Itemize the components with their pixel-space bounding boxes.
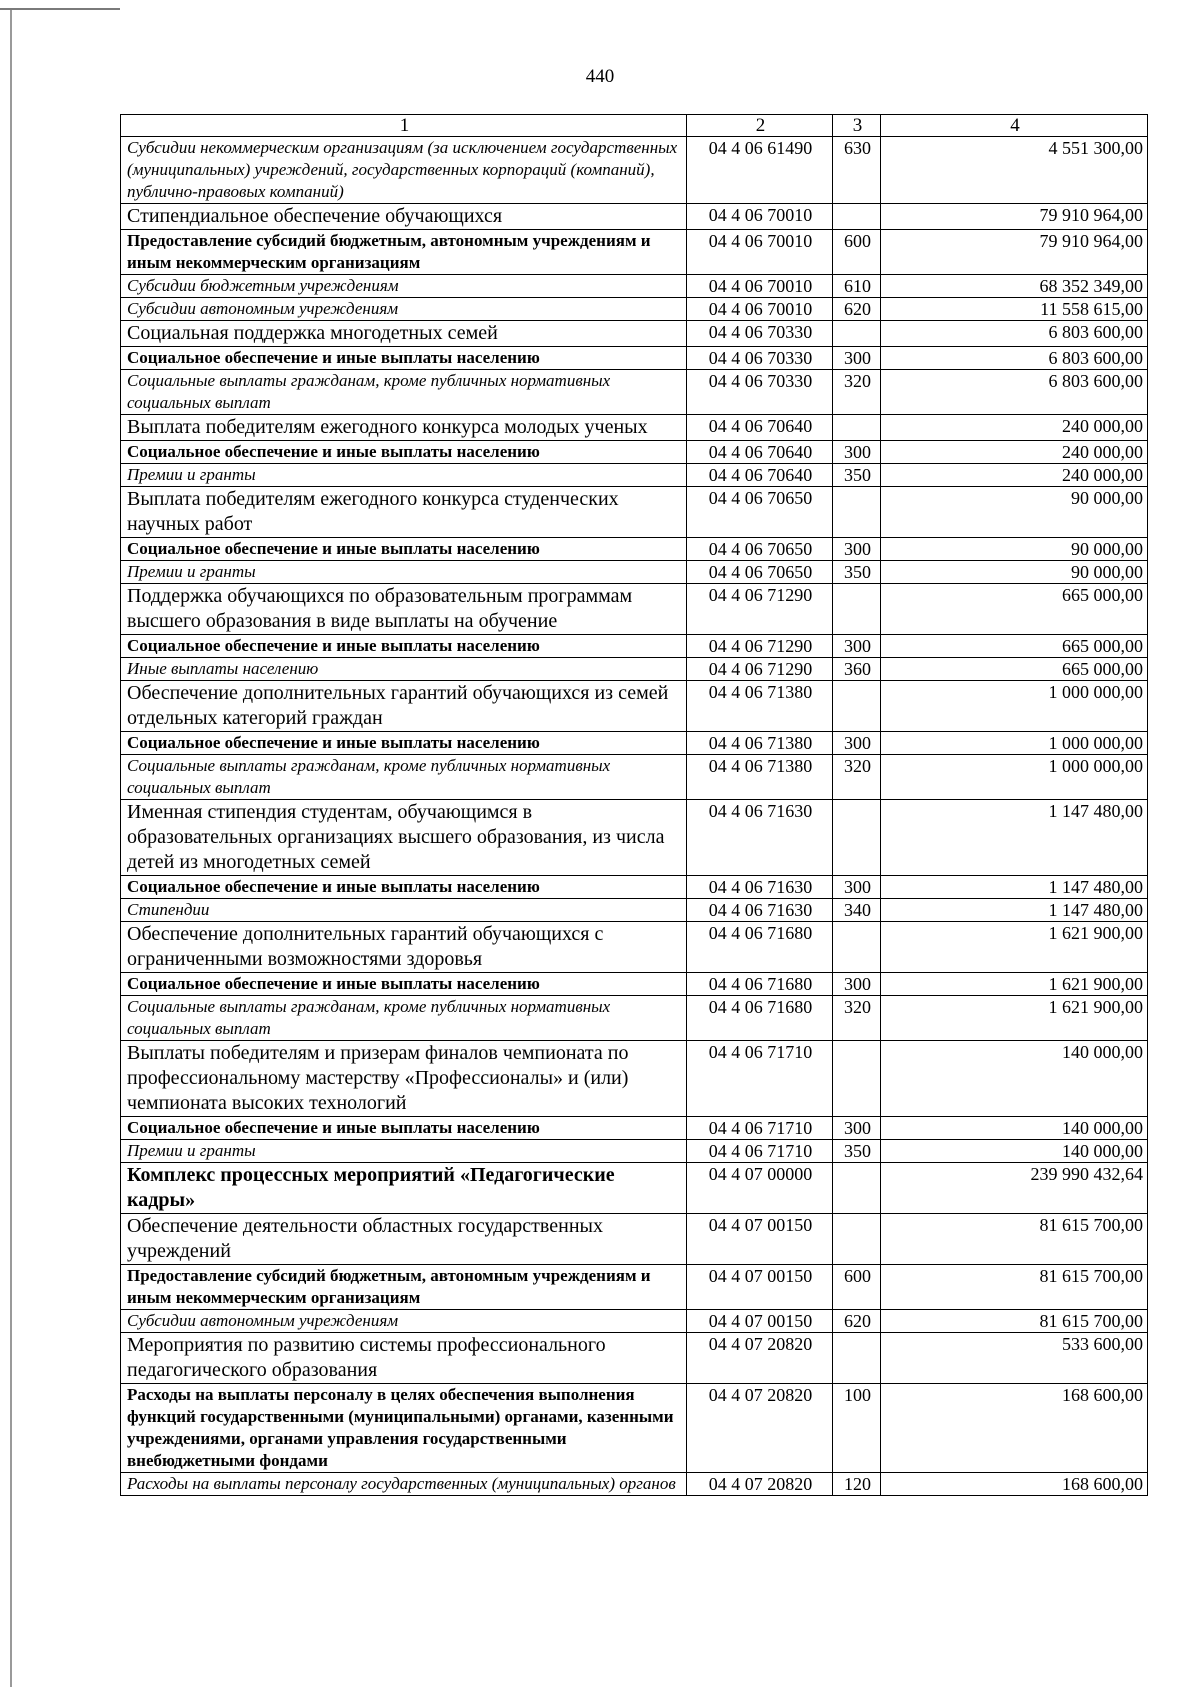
row-code-cell: 04 4 06 70010 — [687, 275, 833, 298]
row-amount-cell: 168 600,00 — [881, 1384, 1148, 1473]
row-expense-type-cell — [833, 204, 881, 230]
row-name-cell: Именная стипендия студентам, обучающимся в образовательных организациях высшего образования, из числа детей из многодетных семей — [121, 800, 687, 876]
row-code-cell: 04 4 07 20820 — [687, 1384, 833, 1473]
row-amount-cell: 665 000,00 — [881, 658, 1148, 681]
row-expense-type-cell: 600 — [833, 230, 881, 275]
row-amount-cell: 533 600,00 — [881, 1333, 1148, 1384]
row-amount-cell: 1 621 900,00 — [881, 996, 1148, 1041]
row-expense-type-cell: 300 — [833, 538, 881, 561]
row-expense-type-cell: 300 — [833, 973, 881, 996]
row-amount-cell: 240 000,00 — [881, 415, 1148, 441]
row-name-cell: Выплата победителям ежегодного конкурса молодых ученых — [121, 415, 687, 441]
row-amount-cell: 90 000,00 — [881, 561, 1148, 584]
row-amount-cell: 6 803 600,00 — [881, 321, 1148, 347]
row-code-cell: 04 4 07 00150 — [687, 1310, 833, 1333]
row-amount-cell: 90 000,00 — [881, 487, 1148, 538]
row-amount-cell: 1 147 480,00 — [881, 876, 1148, 899]
row-expense-type-cell: 350 — [833, 561, 881, 584]
row-expense-type-cell: 320 — [833, 755, 881, 800]
row-amount-cell: 665 000,00 — [881, 584, 1148, 635]
table-row — [121, 635, 1148, 658]
row-name-cell: Выплата победителям ежегодного конкурса студенческих научных работ — [121, 487, 687, 538]
table-row — [121, 321, 1148, 347]
row-expense-type-cell: 300 — [833, 441, 881, 464]
table-row — [121, 1310, 1148, 1333]
row-name-cell: Иные выплаты населению — [121, 658, 687, 681]
row-code-cell: 04 4 06 70010 — [687, 230, 833, 275]
row-amount-cell: 1 000 000,00 — [881, 755, 1148, 800]
row-code-cell: 04 4 06 70330 — [687, 370, 833, 415]
row-name-cell: Предоставление субсидий бюджетным, автономным учреждениям и иным некоммерческим организациям — [121, 230, 687, 275]
row-name-cell: Социальные выплаты гражданам, кроме публичных нормативных социальных выплат — [121, 996, 687, 1041]
table-row — [121, 415, 1148, 441]
row-code-cell: 04 4 07 00150 — [687, 1265, 833, 1310]
row-name-cell: Выплаты победителям и призерам финалов чемпионата по профессиональному мастерству «Профессионалы» и (или) чемпионата высоких технологий — [121, 1041, 687, 1117]
row-expense-type-cell — [833, 1333, 881, 1384]
table-row — [121, 1473, 1148, 1496]
row-expense-type-cell — [833, 584, 881, 635]
row-code-cell: 04 4 06 71680 — [687, 973, 833, 996]
row-expense-type-cell: 300 — [833, 876, 881, 899]
row-expense-type-cell: 350 — [833, 1140, 881, 1163]
row-code-cell: 04 4 07 20820 — [687, 1333, 833, 1384]
row-name-cell: Социальное обеспечение и иные выплаты населению — [121, 876, 687, 899]
row-expense-type-cell: 620 — [833, 298, 881, 321]
row-amount-cell: 1 621 900,00 — [881, 922, 1148, 973]
row-name-cell: Расходы на выплаты персоналу в целях обеспечения выполнения функций государственными (муниципальными) органами, казенными учреждениями, органами управления государственными внебюджетными фондами — [121, 1384, 687, 1473]
row-code-cell: 04 4 06 70640 — [687, 441, 833, 464]
table-row — [121, 1163, 1148, 1214]
row-name-cell: Премии и гранты — [121, 464, 687, 487]
row-amount-cell: 81 615 700,00 — [881, 1214, 1148, 1265]
row-name-cell: Стипендии — [121, 899, 687, 922]
table-row — [121, 561, 1148, 584]
row-name-cell: Обеспечение дополнительных гарантий обучающихся из семей отдельных категорий граждан — [121, 681, 687, 732]
header-col-2: 2 — [687, 115, 833, 137]
table-header-row — [121, 115, 1148, 137]
row-name-cell: Социальные выплаты гражданам, кроме публичных нормативных социальных выплат — [121, 755, 687, 800]
row-code-cell: 04 4 06 70640 — [687, 464, 833, 487]
table-row — [121, 298, 1148, 321]
table-row — [121, 899, 1148, 922]
row-expense-type-cell — [833, 681, 881, 732]
row-name-cell: Субсидии автономным учреждениям — [121, 1310, 687, 1333]
header-col-3: 3 — [833, 115, 881, 137]
table-row — [121, 464, 1148, 487]
table-row — [121, 876, 1148, 899]
table-row — [121, 1384, 1148, 1473]
row-amount-cell: 1 000 000,00 — [881, 681, 1148, 732]
row-name-cell: Поддержка обучающихся по образовательным программам высшего образования в виде выплаты на обучение — [121, 584, 687, 635]
row-name-cell: Субсидии автономным учреждениям — [121, 298, 687, 321]
table-row — [121, 584, 1148, 635]
row-code-cell: 04 4 06 61490 — [687, 137, 833, 204]
row-expense-type-cell — [833, 487, 881, 538]
row-code-cell: 04 4 06 70010 — [687, 298, 833, 321]
scan-edge-left — [10, 10, 12, 1687]
row-expense-type-cell — [833, 1041, 881, 1117]
table-row — [121, 1333, 1148, 1384]
row-name-cell: Стипендиальное обеспечение обучающихся — [121, 204, 687, 230]
row-name-cell: Комплекс процессных мероприятий «Педагогические кадры» — [121, 1163, 687, 1214]
table-row — [121, 755, 1148, 800]
table-row — [121, 681, 1148, 732]
row-code-cell: 04 4 07 20820 — [687, 1473, 833, 1496]
row-expense-type-cell — [833, 1214, 881, 1265]
row-name-cell: Обеспечение дополнительных гарантий обучающихся с ограниченными возможностями здоровья — [121, 922, 687, 973]
table-row — [121, 732, 1148, 755]
table-row — [121, 441, 1148, 464]
row-amount-cell: 68 352 349,00 — [881, 275, 1148, 298]
row-expense-type-cell: 350 — [833, 464, 881, 487]
row-expense-type-cell: 620 — [833, 1310, 881, 1333]
table-row — [121, 275, 1148, 298]
page-number: 440 — [585, 66, 615, 87]
row-code-cell: 04 4 06 71630 — [687, 800, 833, 876]
table-body — [121, 137, 1148, 1496]
row-expense-type-cell: 300 — [833, 1117, 881, 1140]
row-code-cell: 04 4 06 70640 — [687, 415, 833, 441]
row-expense-type-cell: 340 — [833, 899, 881, 922]
table-row — [121, 1117, 1148, 1140]
row-amount-cell: 1 000 000,00 — [881, 732, 1148, 755]
row-code-cell: 04 4 06 70330 — [687, 321, 833, 347]
row-amount-cell: 140 000,00 — [881, 1041, 1148, 1117]
table-row — [121, 658, 1148, 681]
row-name-cell: Социальное обеспечение и иные выплаты населению — [121, 973, 687, 996]
row-code-cell: 04 4 06 70650 — [687, 561, 833, 584]
row-expense-type-cell: 320 — [833, 996, 881, 1041]
table-row — [121, 204, 1148, 230]
row-code-cell: 04 4 06 71710 — [687, 1117, 833, 1140]
table-row — [121, 1140, 1148, 1163]
row-name-cell: Мероприятия по развитию системы профессионального педагогического образования — [121, 1333, 687, 1384]
row-expense-type-cell — [833, 800, 881, 876]
row-code-cell: 04 4 06 71290 — [687, 658, 833, 681]
table-row — [121, 973, 1148, 996]
budget-table — [120, 114, 1148, 1496]
row-amount-cell: 6 803 600,00 — [881, 370, 1148, 415]
row-code-cell: 04 4 06 70330 — [687, 347, 833, 370]
row-code-cell: 04 4 06 70650 — [687, 538, 833, 561]
row-code-cell: 04 4 06 71630 — [687, 899, 833, 922]
row-code-cell: 04 4 07 00150 — [687, 1214, 833, 1265]
row-name-cell: Предоставление субсидий бюджетным, автономным учреждениям и иным некоммерческим организациям — [121, 1265, 687, 1310]
row-code-cell: 04 4 07 00000 — [687, 1163, 833, 1214]
row-amount-cell: 240 000,00 — [881, 464, 1148, 487]
table-row — [121, 996, 1148, 1041]
row-amount-cell: 11 558 615,00 — [881, 298, 1148, 321]
table-row — [121, 370, 1148, 415]
row-name-cell: Социальное обеспечение и иные выплаты населению — [121, 441, 687, 464]
row-name-cell: Обеспечение деятельности областных государственных учреждений — [121, 1214, 687, 1265]
row-name-cell: Премии и гранты — [121, 1140, 687, 1163]
row-expense-type-cell: 630 — [833, 137, 881, 204]
row-code-cell: 04 4 06 71290 — [687, 635, 833, 658]
row-code-cell: 04 4 06 71290 — [687, 584, 833, 635]
header-col-4: 4 — [881, 115, 1148, 137]
row-name-cell: Социальные выплаты гражданам, кроме публичных нормативных социальных выплат — [121, 370, 687, 415]
row-code-cell: 04 4 06 71380 — [687, 681, 833, 732]
row-code-cell: 04 4 06 71710 — [687, 1041, 833, 1117]
row-amount-cell: 81 615 700,00 — [881, 1265, 1148, 1310]
table-row — [121, 1214, 1148, 1265]
row-code-cell: 04 4 06 71630 — [687, 876, 833, 899]
table-row — [121, 538, 1148, 561]
table-row — [121, 137, 1148, 204]
row-amount-cell: 140 000,00 — [881, 1117, 1148, 1140]
row-code-cell: 04 4 06 71380 — [687, 732, 833, 755]
row-expense-type-cell: 300 — [833, 635, 881, 658]
row-amount-cell: 4 551 300,00 — [881, 137, 1148, 204]
row-expense-type-cell — [833, 415, 881, 441]
row-code-cell: 04 4 06 71710 — [687, 1140, 833, 1163]
row-amount-cell: 240 000,00 — [881, 441, 1148, 464]
row-amount-cell: 168 600,00 — [881, 1473, 1148, 1496]
row-expense-type-cell: 300 — [833, 732, 881, 755]
row-amount-cell: 79 910 964,00 — [881, 204, 1148, 230]
row-amount-cell: 6 803 600,00 — [881, 347, 1148, 370]
row-name-cell: Расходы на выплаты персоналу государственных (муниципальных) органов — [121, 1473, 687, 1496]
row-code-cell: 04 4 06 71380 — [687, 755, 833, 800]
table-row — [121, 1265, 1148, 1310]
row-amount-cell: 79 910 964,00 — [881, 230, 1148, 275]
row-expense-type-cell: 120 — [833, 1473, 881, 1496]
row-code-cell: 04 4 06 70010 — [687, 204, 833, 230]
row-name-cell: Социальное обеспечение и иные выплаты населению — [121, 1117, 687, 1140]
scan-edge-top — [0, 8, 120, 10]
row-expense-type-cell — [833, 321, 881, 347]
row-expense-type-cell: 100 — [833, 1384, 881, 1473]
row-expense-type-cell: 360 — [833, 658, 881, 681]
row-amount-cell: 665 000,00 — [881, 635, 1148, 658]
row-amount-cell: 81 615 700,00 — [881, 1310, 1148, 1333]
row-amount-cell: 239 990 432,64 — [881, 1163, 1148, 1214]
row-name-cell: Социальное обеспечение и иные выплаты населению — [121, 732, 687, 755]
row-expense-type-cell: 320 — [833, 370, 881, 415]
row-amount-cell: 1 147 480,00 — [881, 800, 1148, 876]
row-expense-type-cell: 610 — [833, 275, 881, 298]
table-row — [121, 800, 1148, 876]
row-name-cell: Социальная поддержка многодетных семей — [121, 321, 687, 347]
table-row — [121, 1041, 1148, 1117]
row-expense-type-cell: 600 — [833, 1265, 881, 1310]
row-amount-cell: 140 000,00 — [881, 1140, 1148, 1163]
table-row — [121, 922, 1148, 973]
table-row — [121, 487, 1148, 538]
table-row — [121, 230, 1148, 275]
row-code-cell: 04 4 06 71680 — [687, 922, 833, 973]
row-amount-cell: 1 147 480,00 — [881, 899, 1148, 922]
header-col-1: 1 — [121, 115, 687, 137]
row-expense-type-cell: 300 — [833, 347, 881, 370]
table-row — [121, 347, 1148, 370]
row-name-cell: Социальное обеспечение и иные выплаты населению — [121, 538, 687, 561]
row-name-cell: Субсидии некоммерческим организациям (за исключением государственных (муниципальных) учреждений, государственных корпораций (компаний), публично-правовых компаний) — [121, 137, 687, 204]
row-amount-cell: 90 000,00 — [881, 538, 1148, 561]
row-expense-type-cell — [833, 1163, 881, 1214]
row-name-cell: Социальное обеспечение и иные выплаты населению — [121, 347, 687, 370]
row-name-cell: Премии и гранты — [121, 561, 687, 584]
row-name-cell: Субсидии бюджетным учреждениям — [121, 275, 687, 298]
row-code-cell: 04 4 06 71680 — [687, 996, 833, 1041]
row-amount-cell: 1 621 900,00 — [881, 973, 1148, 996]
row-code-cell: 04 4 06 70650 — [687, 487, 833, 538]
row-name-cell: Социальное обеспечение и иные выплаты населению — [121, 635, 687, 658]
row-expense-type-cell — [833, 922, 881, 973]
